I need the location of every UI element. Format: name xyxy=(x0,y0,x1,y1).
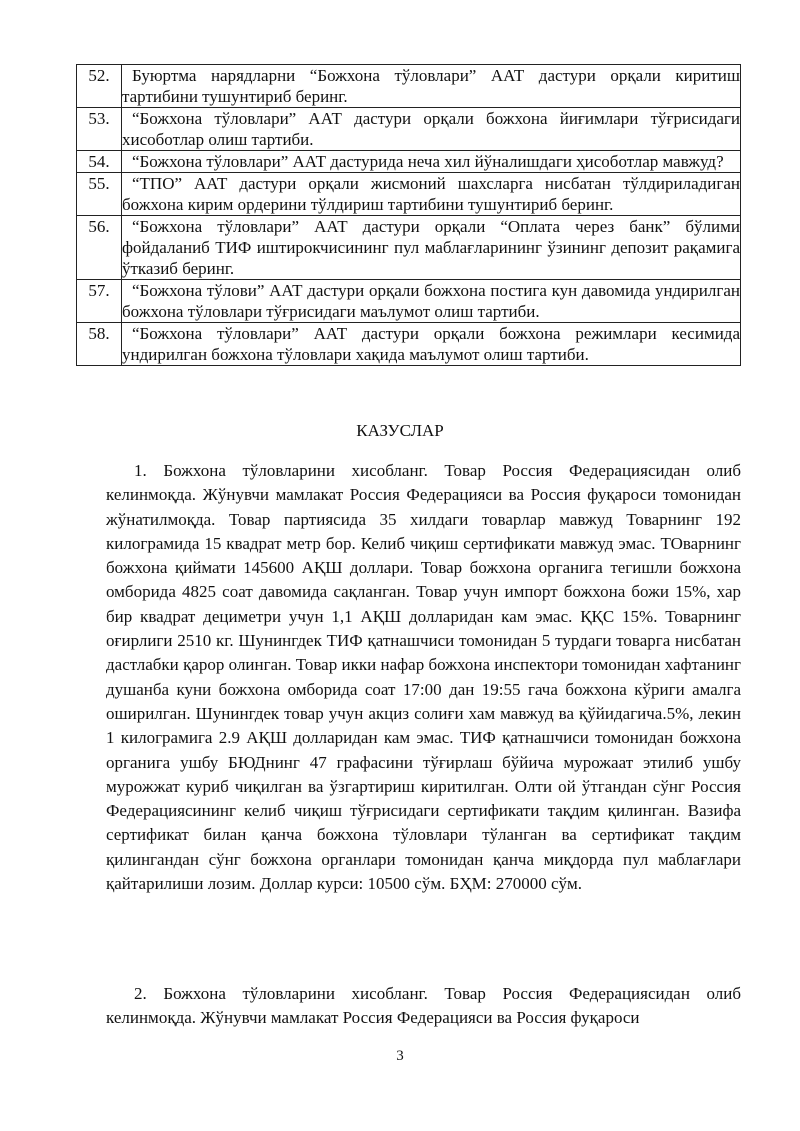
question-number: 54. xyxy=(77,151,122,173)
question-text: “Божхона тўловлари” ААТ дастури орқали божхона режимлари кесимида ундирилган божхона тўловлари хақида маълумот олиш тартиби. xyxy=(122,324,740,364)
question-number: 58. xyxy=(77,323,122,366)
case-paragraph: 2. Божхона тўловларини хисобланг. Товар Россия Федерациясидан олиб келинмоқда. Жўнувчи мамлакат Россия Федерацияси ва Россия фуқароси xyxy=(106,984,741,1028)
question-text: “Божхона тўловлари” ААТ дастури орқали божхона йиғимлари тўғрисидаги хисоботлар олиш тартиби. xyxy=(122,109,740,149)
question-number: 56. xyxy=(77,216,122,280)
table-row xyxy=(77,108,741,151)
section-heading: КАЗУСЛАР xyxy=(356,421,444,440)
question-number: 52. xyxy=(77,65,122,108)
page-number: 3 xyxy=(396,1048,404,1064)
question-text: “Божхона тўловлари” ААТ дастури орқали “Оплата через банк” бўлими фойдаланиб ТИФ иштирокчисининг пул маблағларининг ўзининг депозит рақамига ўтказиб беринг. xyxy=(122,217,740,278)
table-row xyxy=(77,173,741,216)
question-text: “ТПО” ААТ дастури орқали жисмоний шахсларга нисбатан тўлдириладиган божхона кирим ордерини тўлдириш тартибини тушунтириб беринг. xyxy=(122,174,740,214)
table-row xyxy=(77,65,741,108)
question-text: “Божхона тўлови” ААТ дастури орқали божхона постига кун давомида ундирилган божхона тўловлари тўғрисидаги маълумот олиш тартиби. xyxy=(122,281,740,321)
question-number: 55. xyxy=(77,173,122,216)
table-row xyxy=(77,151,741,173)
table-row xyxy=(77,280,741,323)
questions-table xyxy=(76,64,741,366)
question-text: Буюртма нарядларни “Божхона тўловлари” ААТ дастури орқали киритиш тартибини тушунтириб беринг. xyxy=(122,66,740,106)
question-number: 53. xyxy=(77,108,122,151)
case-paragraph: 1. Божхона тўловларини хисобланг. Товар Россия Федерациясидан олиб келинмоқда. Жўнувчи мамлакат Россия Федерацияси ва Россия фуқароси томонидан жўнатилмоқда. Товар партиясида 35 хилдаги товарлар мавжуд Товарнинг 192 килограмида 15 квадрат метр бор. Келиб чиқиш сертификати мавжуд эмас. ТОварнинг божхона қиймати 145600 АҚШ доллари. Товар божхона органига тегишли божхона омборида 4825 соат давомида сақланган. Товар учун импорт божхона божи 15%, хар бир квадрат дециметри учун 1,1 АҚШ долларидан кам эмас. ҚҚС 15%. Товарнинг оғирлиги 2510 кг. Шунингдек ТИФ қатнашчиси томонидан 5 турдаги товарга нисбатан дастлабки қарор олинган. Товар икки нафар божхона инспектори томонидан хафтанинг душанба куни божхона омборида соат 17:00 дан 19:55 гача божхона кўриги амалга оширилган. Шунингдек товар учун акциз солиғи хам мавжуд ва қўйидагича.5%, лекин 1 килограмига 2.9 АҚШ долларидан кам эмас. ТИФ қатнашчиси томонидан божхона органига ушбу БЮДнинг 47 графасини тўғирлаш бўйича мурожаат этилиб ушбу мурожжат куриб чиқилган ва ўзгартириш киритилган. Олти ой ўтгандан сўнг Россия Федерациясининг келиб чиқиш тўғрисидаги сертификати тақдим қилинган. Вазифа сертификат билан қанча божхона тўловлари тўланган ва сертификат тақдим қилингандан сўнг божхона органлари томонидан қанча миқдорда пул маблағлари қайтарилиши лозим. Доллар курси: 10500 сўм. БҲМ: 270000 сўм. xyxy=(106,461,741,894)
table-row xyxy=(77,216,741,280)
question-number: 57. xyxy=(77,280,122,323)
question-text: “Божхона тўловлари” ААТ дастурида неча хил йўналишдаги ҳисоботлар мавжуд? xyxy=(122,151,741,173)
table-row xyxy=(77,323,741,366)
